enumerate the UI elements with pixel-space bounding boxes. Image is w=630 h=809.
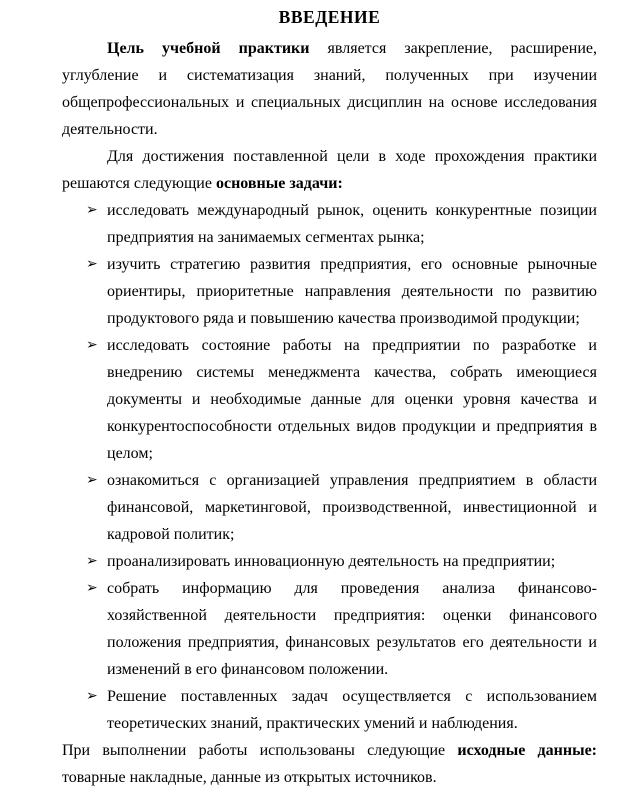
task-item	[62, 575, 597, 683]
closing-prefix: При выполнении работы использованы следующие	[62, 742, 458, 759]
arrow-bullet-icon: ➢	[86, 581, 98, 596]
arrow-bullet-icon: ➢	[86, 689, 98, 704]
task-text: исследовать международный рынок, оценить конкурентные позиции предприятия на занимаемых сегментах рынка;	[107, 202, 597, 246]
task-list	[62, 197, 597, 737]
goal-prefix: Для достижения поставленной цели в ходе прохождения практики решаются следующие	[62, 148, 597, 192]
paragraph-closing	[62, 737, 597, 791]
purpose-lead-bold: Цель учебной практики	[107, 40, 310, 57]
task-item	[62, 548, 597, 575]
goal-bold: основные задачи:	[215, 175, 343, 192]
task-item	[62, 332, 597, 467]
arrow-bullet-icon: ➢	[86, 473, 98, 488]
task-item	[62, 251, 597, 332]
closing-bold: исходные данные:	[457, 742, 598, 759]
paragraph-purpose	[62, 35, 597, 143]
purpose-lead-rest: является закрепление, расширение, углубление и систематизация знаний, полученных при изучении общепрофессиональных и специальных дисциплин на основе исследования деятельности.	[62, 40, 597, 138]
arrow-bullet-icon: ➢	[86, 338, 98, 353]
task-text: изучить стратегию развития предприятия, его основные рыночные ориентиры, приоритетные направления деятельности по развитию продуктового ряда и повышению качества производимой продукции;	[107, 256, 597, 327]
task-item	[62, 197, 597, 251]
task-text: Решение поставленных задач осуществляется с использованием теоретических знаний, практических умений и наблюдения.	[107, 688, 597, 732]
task-text: исследовать состояние работы на предприятии по разработке и внедрению системы менеджмента качества, собрать имеющиеся документы и необходимые данные для оценки уровня качества и конкурентоспособности отдельных видов продукции и предприятия в целом;	[107, 337, 597, 462]
task-text: собрать информацию для проведения анализа финансово-хозяйственной деятельности предприятия: оценки финансового положения предприятия, финансовых результатов его деятельности и изменений в его финансовом положении.	[107, 580, 597, 678]
arrow-bullet-icon: ➢	[86, 203, 98, 218]
task-item	[62, 467, 597, 548]
task-text: проанализировать инновационную деятельность на предприятии;	[107, 553, 556, 570]
task-item	[62, 683, 597, 737]
document-title: ВВЕДЕНИЕ	[278, 7, 381, 27]
closing-suffix: товарные накладные, данные из открытых источников.	[62, 769, 437, 786]
arrow-bullet-icon: ➢	[86, 554, 98, 569]
paragraph-goal	[62, 143, 597, 197]
arrow-bullet-icon: ➢	[86, 257, 98, 272]
task-text: ознакомиться с организацией управления предприятием в области финансовой, маркетинговой, производственной, инвестиционной и кадровой политик;	[107, 472, 597, 543]
